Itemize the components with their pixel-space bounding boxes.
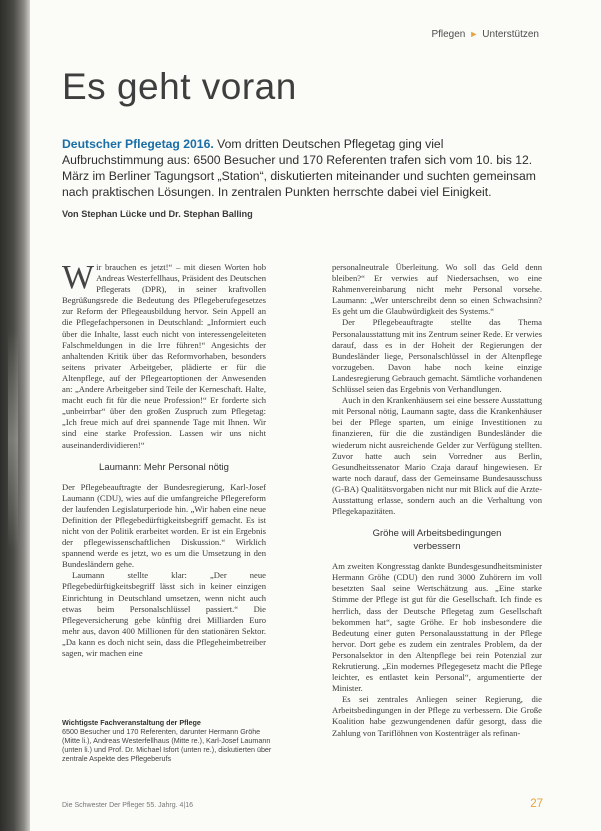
left-text-column bbox=[62, 259, 266, 659]
rubric-separator-icon: ► bbox=[469, 29, 479, 39]
subheading-groehe bbox=[332, 527, 542, 553]
body-paragraph: personalneutrale Überleitung. Wo soll das Geld denn bleiben?“ Er verwies auf Niedersachsen, wo eine Rahmenvereinbarung nicht mehr Personal vorsehe. Laumann: „Wer unterschreibt denn so einen Schwachsinn? Es geht um die Glaubwürdigkeit des Systems.“ bbox=[332, 262, 542, 317]
subheading-laumann: Laumann: Mehr Personal nötig bbox=[99, 461, 229, 473]
photo-caption bbox=[62, 718, 272, 763]
lead-text: Vom dritten Deutschen Pflegetag ging viel Aufbruchstimmung aus: 6500 Besucher und 170 Referenten trafen sich vom 10. bis 12. März im Berliner Tagungsort „Station“, diskutierten miteinander und suchten gemeinsam nach praktischen Lösungen. In zentralen Punkten herrschte dabei viel Einigkeit. bbox=[62, 137, 536, 199]
body-paragraph: Der Pflegebeauftragte stellte das Thema Personalausstattung mit ins Zentrum seiner Rede. Er verwies darauf, dass es in der Hoheit der Regierungen der Bundesländer liege, Personalschlüssel in der Altenpflege vorzugeben. Davon habe noch keine einzige Landesregierung Gebrauch gemacht. Sämtliche vorhandenen Schlüssel seien das Ergebnis von Verhandlungen. bbox=[332, 317, 542, 395]
body-paragraph: Auch in den Krankenhäusern sei eine bessere Ausstattung mit Personal nötig, Laumann sagte, dass die Krankenhäuser bei der Pflege sparten, um einige Investitionen zu finanzieren, für die die zuständigen Bundesländer die wiederum nicht ausreichende Gelder zur Verfügung stellten. Zuvor hatte auch sein Vorredner aus Berlin, Gesundheitssenator Mario Czaja darauf hingewiesen. Er warte noch darauf, dass der Gemeinsame Bundesausschuss (G-BA) Qualitätsvorgaben nicht nur mit Blick auf die Arzte-Ausstattung erlasse, sondern auch an die Verhaltung von Pflegekapazitäten. bbox=[332, 395, 542, 517]
caption-title: Wichtigste Fachveranstaltung der Pflege bbox=[62, 718, 201, 727]
subheading-line: verbessern bbox=[413, 541, 461, 553]
page-number: 27 bbox=[530, 798, 543, 810]
body-paragraph: Wir brauchen es jetzt!“ – mit diesen Worten hob Andreas Westerfellhaus, Präsident des Deutschen Pflegerats (DPR), in seiner kraftvollen Begrüßungsrede die Bedeutung des Pflegeberufegesetzes zur Reform der Pflegeausbildung hervor. Sein Appell an die Pflegefachpersonen in Deutschland: „Informiert euch über die Inhalte, lasst euch nicht von interessengeleiteten Falschmeldungen in die Irre führen!“ Angesichts der anhaltenden Kritik über das Reformvorhaben, besonders seitens privater Arbeitgeber, plädierte er für die Altenpflege, auf der Pflegeartoptionen der Anwesenden an: „Andere Arbeitgeber sind Teile der Kerneschaft. Halte, macht euch fit für die neue Profession!“ Er forderte sich „unbeirrbar“ über den großen Zuspruch zum Pflegetag: „Ich freue mich auf drei spannende Tage mit Ihnen. Wir sind eine starke Profession. Lassen wir uns nicht auseinanderdividieren!“ bbox=[62, 259, 266, 450]
journal-footer: Die Schwester Der Pfleger 55. Jahrg. 4|16 bbox=[62, 802, 193, 809]
section-rubric bbox=[431, 29, 539, 40]
body-paragraph: Am zweiten Kongresstag dankte Bundesgesundheitsminister Hermann Gröhe (CDU) den rund 3000 Zuhörern im voll besetzten Saal seine Wertschätzung aus. „Eine starke Stimme der Pflege ist gut für die Gesellschaft. Ich finde es herrlich, dass der Deutsche Pflegetag zum Gesellschaft bekommen hat“, sagte Gröhe. Er hob insbesondere die Bedeutung einer guten Personalausstattung in der Pflege hervor. Dort gebe es zudem ein zentrales Problem, da der Personalsektor in den Altenpflege bei rein Potenzial zur Rekrutierung. „Ein modernes Pflegegesetz macht die Pflege leichter, es entlastet kein Personal“, argumentierte der Minister. bbox=[332, 561, 542, 694]
article-byline: Von Stephan Lücke und Dr. Stephan Balling bbox=[62, 209, 253, 219]
caption-text: 6500 Besucher und 170 Referenten, darunter Hermann Gröhe (Mitte li.), Andreas Westerfellhaus (Mitte re.), Karl-Josef Laumann (unten li.) und Prof. Dr. Michael Isfort (unten re.), diskutierten über zentrale Aspekte des Pflegeberufs bbox=[62, 727, 272, 763]
lead-highlight: Deutscher Pflegetag 2016. bbox=[62, 137, 214, 151]
article-title: Es geht voran bbox=[62, 66, 297, 107]
body-paragraph: Der Pflegebeauftragte der Bundesregierung, Karl-Josef Laumann (CDU), wies auf die umfangreiche Pflegereform der laufenden Legislaturperiode hin. „Wir haben eine neue Definition der Pflegebedürftigkeitsbegriff gemacht. Es ist nicht von der Politik erarbeitet worden. Er ist ein Ergebnis der pflegewissenschaftlichen Diskussion.“ Wirklich spannend werde es jetzt, wo es um die Umsetzung in den Bundesländern gehe. bbox=[62, 481, 266, 570]
rubric-section: Pflegen bbox=[431, 29, 466, 40]
right-text-column bbox=[332, 262, 542, 739]
subheading-line: Gröhe will Arbeitsbedingungen bbox=[372, 528, 502, 540]
rubric-subsection: Unterstützen bbox=[482, 29, 539, 40]
article-lead bbox=[62, 136, 540, 200]
strip-highlight bbox=[8, 330, 18, 550]
body-paragraph: Es sei zentrales Anliegen seiner Regierung, die Arbeitsbedingungen in der Pflege zu verbessern. Die Große Koalition habe gezwungendenen dafür gesorgt, dass die Zahlung von Tariflöhnen von Kostenträger als refinan- bbox=[332, 694, 542, 738]
body-paragraph: Laumann stellte klar: „Der neue Pflegebedürftigkeitsbegriff lässt sich in keiner einzigen Einrichtung in Deutschland umsetzen, wenn nicht auch etwas beim Personalschlüssel passiert.“ Die Pflegeversicherung gebe künftig drei Milliarden Euro mehr aus, davon 400 Millionen für den stationären Sektor. „Da kann es doch nicht sein, dass die Pflegeheimbetreiber sagen, wir machen eine bbox=[62, 570, 266, 658]
